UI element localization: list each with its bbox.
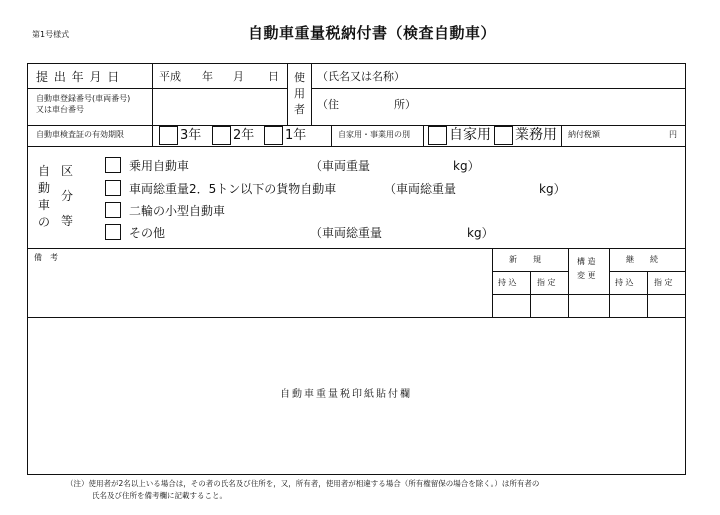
category-label-7: 等 — [61, 214, 74, 228]
user-address-field[interactable] — [418, 92, 680, 122]
change-label: 変 更 — [577, 271, 596, 280]
validity-1y-label: 1年 — [285, 128, 307, 143]
validity-label: 自動車検査証の有効期限 — [36, 130, 124, 139]
passenger-car-checkbox[interactable] — [105, 157, 121, 173]
validity-3y-checkbox[interactable] — [159, 126, 178, 145]
cargo-car-checkbox[interactable] — [105, 180, 121, 196]
footnote-line-2: 氏名及び住所を備考欄に記載すること。 — [92, 491, 227, 500]
tax-payment-form — [27, 63, 686, 475]
stamp-area-label: 自動車重量税印紙貼付欄 — [280, 389, 412, 400]
private-use-checkbox[interactable] — [428, 126, 447, 145]
cargo-weight-label: （車両総重量 — [384, 182, 457, 196]
continuation-label: 継 続 — [626, 255, 658, 264]
registration-number-label: 自動車登録番号(車両番号) — [36, 94, 131, 103]
cont-mochikomi-label: 持 込 — [615, 278, 634, 287]
cargo-weight-field[interactable] — [470, 179, 538, 197]
new-shitei-label: 指 定 — [537, 278, 556, 287]
submission-date-field[interactable] — [168, 68, 286, 86]
remarks-label: 備 考 — [34, 253, 58, 262]
passenger-weight-field[interactable] — [390, 156, 452, 174]
other-weight-unit: kg） — [467, 226, 494, 240]
new-mochikomi-label: 持 込 — [498, 278, 517, 287]
remarks-field[interactable] — [32, 264, 488, 314]
chassis-number-label: 又は車台番号 — [36, 105, 84, 114]
business-use-checkbox[interactable] — [494, 126, 513, 145]
passenger-weight-label: （車両重量 — [310, 159, 371, 173]
address-hint: （住 所） — [317, 98, 416, 111]
usage-type-label: 自家用・事業用の別 — [338, 130, 410, 139]
validity-3y-label: 3年 — [180, 128, 202, 143]
year-label: 年 — [202, 70, 213, 83]
tax-unit: 円 — [669, 130, 677, 139]
new-registration-label: 新 規 — [509, 255, 541, 264]
category-label-5: 区 — [61, 164, 74, 178]
passenger-car-label: 乗用自動車 — [129, 159, 190, 173]
other-checkbox[interactable] — [105, 224, 121, 240]
other-label: その他 — [129, 226, 166, 240]
cargo-car-label: 車両総重量2．5トン以下の貨物自動車 — [129, 182, 337, 196]
validity-2y-checkbox[interactable] — [212, 126, 231, 145]
submission-date-label: 提 出 年 月 日 — [36, 70, 121, 84]
day-label: 日 — [268, 70, 279, 83]
footnote-line-1: （注）使用者が2名以上いる場合は，その者の氏名及び住所を，又，所有者，使用者が相違する場合（所有権留保の場合を除く。）は所有者の — [66, 479, 540, 488]
category-label-2: 動 — [38, 181, 51, 195]
stamp-area[interactable] — [32, 320, 681, 470]
motorcycle-checkbox[interactable] — [105, 202, 121, 218]
cargo-weight-unit: kg） — [539, 182, 566, 196]
form-number: 第1号様式 — [32, 30, 70, 39]
category-label-1: 自 — [38, 164, 51, 178]
structure-label: 構 造 — [577, 257, 596, 266]
tax-amount-label: 納付税額 — [568, 130, 600, 139]
validity-1y-checkbox[interactable] — [264, 126, 283, 145]
user-label-2: 用 — [294, 87, 305, 100]
business-use-label: 業務用 — [515, 127, 557, 143]
user-label-3: 者 — [294, 103, 305, 116]
month-label: 月 — [233, 70, 244, 83]
private-use-label: 自家用 — [449, 127, 491, 143]
user-label-1: 使 — [294, 71, 305, 84]
passenger-weight-unit: kg） — [453, 159, 480, 173]
motorcycle-label: 二輪の小型自動車 — [129, 204, 226, 218]
other-weight-label: （車両総重量 — [310, 226, 383, 240]
category-label-3: 車 — [38, 198, 51, 212]
tax-amount-field[interactable] — [608, 127, 676, 145]
cont-shitei-label: 指 定 — [654, 278, 673, 287]
name-hint: （氏名又は名称） — [317, 70, 405, 83]
form-title: 自動車重量税納付書（検査自動車） — [248, 24, 497, 42]
era-label: 平成 — [159, 70, 181, 83]
user-name-field[interactable] — [418, 66, 680, 86]
category-label-6: 分 — [61, 189, 74, 203]
other-weight-field[interactable] — [396, 223, 464, 241]
registration-number-field[interactable] — [156, 91, 284, 123]
validity-2y-label: 2年 — [233, 128, 255, 143]
category-label-4: の — [38, 215, 51, 229]
